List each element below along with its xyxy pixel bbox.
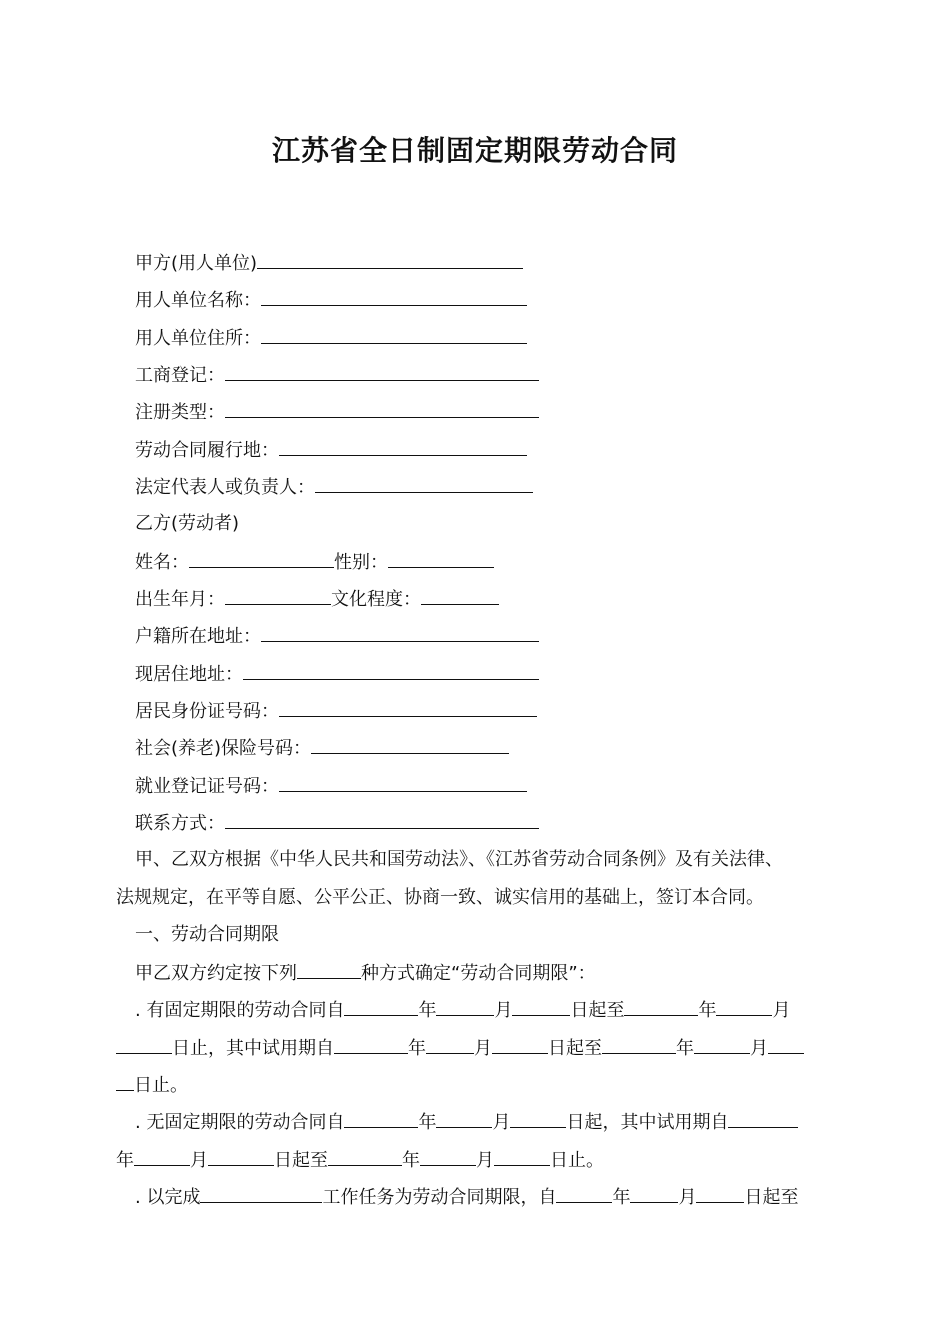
blank: [134, 1147, 190, 1166]
representative-line: [135, 474, 533, 501]
id-label: 居民身份证号码：: [135, 701, 279, 722]
blank: [512, 997, 570, 1016]
worker-name-label: 姓名：: [135, 552, 189, 573]
insurance-blank: [311, 735, 509, 754]
blank: [116, 1035, 172, 1054]
task-blank: [200, 1184, 322, 1203]
household-line: [135, 623, 539, 650]
month-label: 月: [750, 1038, 768, 1059]
employer-name-label: 用人单位名称：: [135, 290, 261, 311]
employer-name-blank: [261, 287, 527, 306]
month-label: 月: [190, 1150, 208, 1171]
blank: [556, 1184, 612, 1203]
gender-label: 性别：: [334, 552, 388, 573]
open-term-line-2: [116, 1147, 604, 1174]
reg-type-line: [135, 399, 539, 426]
residence-blank: [243, 661, 539, 680]
fixed-term-line-1: [135, 997, 790, 1024]
employment-reg-blank: [279, 773, 527, 792]
blank: [716, 997, 772, 1016]
end-label: 日止。: [134, 1075, 188, 1096]
term-intro-line: [135, 960, 596, 987]
insurance-label: 社会(养老)保险号码：: [135, 738, 312, 759]
day-from-label: 日起至: [570, 1000, 625, 1021]
gender-blank: [388, 549, 494, 568]
month-label: 月: [772, 1000, 791, 1021]
blank: [344, 997, 418, 1016]
task-term-line: [135, 1184, 798, 1211]
employment-reg-label: 就业登记证号码：: [135, 776, 279, 797]
blank: [420, 1147, 476, 1166]
preamble-line-1: 甲、乙双方根据《中华人民共和国劳动法》、《江苏省劳动合同条例》及有关法律、: [135, 849, 783, 870]
residence-line: [135, 661, 539, 688]
term-intro-b: 种方式确定“劳动合同期限”：: [361, 963, 596, 984]
workplace-label: 劳动合同履行地：: [135, 440, 279, 461]
day-from-label: 日起至: [548, 1038, 602, 1059]
day-from-label: 日起至: [744, 1187, 799, 1208]
employer-name-line: [135, 287, 527, 314]
year-label: 年: [698, 1000, 717, 1021]
preamble-line-2: 法规规定，在平等自愿、公平公正、协商一致、诚实信用的基础上，签订本合同。: [116, 887, 764, 908]
party-a-heading: 甲方(用人单位): [135, 253, 258, 274]
insurance-line: [135, 735, 509, 762]
contact-line: [135, 810, 539, 837]
blank: [630, 1184, 678, 1203]
employer-address-line: [135, 325, 527, 352]
task-term-text: 工作任务为劳动合同期限，自: [322, 1187, 557, 1208]
fixed-term-label: . 有固定期限的劳动合同自: [135, 1000, 345, 1021]
day-from-label: 日起至: [274, 1150, 328, 1171]
term-choice-blank: [297, 960, 361, 979]
contact-blank: [225, 810, 539, 829]
document-title: 江苏省全日制固定期限劳动合同: [271, 134, 678, 167]
section-1-heading: 一、劳动合同期限: [135, 924, 279, 945]
party-b-heading: 乙方(劳动者): [135, 513, 240, 534]
blank: [510, 1109, 566, 1128]
birth-education-line: [135, 586, 499, 613]
fixed-term-line-2: [116, 1035, 804, 1062]
blank: [334, 1035, 408, 1054]
end-label: 日止。: [550, 1150, 604, 1171]
blank: [426, 1035, 474, 1054]
blank: [116, 1072, 134, 1091]
party-a-blank: [257, 250, 523, 269]
party-a-heading-line: [135, 250, 523, 277]
blank: [436, 1109, 492, 1128]
registration-blank: [225, 362, 539, 381]
open-term-line-1: [135, 1109, 798, 1136]
household-label: 户籍所在地址：: [135, 626, 261, 647]
education-label: 文化程度：: [331, 589, 421, 610]
blank: [328, 1147, 402, 1166]
blank: [344, 1109, 418, 1128]
id-blank: [279, 698, 537, 717]
fixed-term-line-3: [116, 1072, 188, 1099]
blank: [436, 997, 494, 1016]
blank: [492, 1035, 548, 1054]
blank: [602, 1035, 676, 1054]
reg-type-label: 注册类型：: [135, 402, 225, 423]
employer-address-label: 用人单位住所：: [135, 328, 261, 349]
probation-label: 日起，其中试用期自: [566, 1112, 729, 1133]
month-label: 月: [492, 1112, 511, 1133]
year-label: 年: [612, 1187, 631, 1208]
registration-label: 工商登记：: [135, 365, 225, 386]
employer-address-blank: [261, 325, 527, 344]
blank: [624, 997, 698, 1016]
blank: [694, 1035, 750, 1054]
workplace-line: [135, 437, 527, 464]
blank: [494, 1147, 550, 1166]
name-gender-line: [135, 549, 494, 576]
worker-name-blank: [189, 549, 334, 568]
month-label: 月: [476, 1150, 494, 1171]
education-blank: [421, 586, 499, 605]
blank: [208, 1147, 274, 1166]
probation-label: 日止，其中试用期自: [172, 1038, 334, 1059]
reg-type-blank: [225, 399, 539, 418]
year-label: 年: [116, 1150, 134, 1171]
id-line: [135, 698, 537, 725]
open-term-label: . 无固定期限的劳动合同自: [135, 1112, 345, 1133]
term-intro-a: 甲乙双方约定按下列: [135, 963, 297, 984]
month-label: 月: [494, 1000, 513, 1021]
year-label: 年: [676, 1038, 694, 1059]
blank: [696, 1184, 744, 1203]
birth-blank: [225, 586, 331, 605]
month-label: 月: [678, 1187, 697, 1208]
contact-label: 联系方式：: [135, 813, 225, 834]
year-label: 年: [418, 1000, 437, 1021]
blank: [728, 1109, 798, 1128]
birth-label: 出生年月：: [135, 589, 225, 610]
task-term-label: . 以完成: [135, 1187, 201, 1208]
year-label: 年: [418, 1112, 437, 1133]
blank: [768, 1035, 804, 1054]
employment-reg-line: [135, 773, 527, 800]
residence-label: 现居住地址：: [135, 664, 243, 685]
year-label: 年: [402, 1150, 420, 1171]
workplace-blank: [279, 437, 527, 456]
month-label: 月: [474, 1038, 492, 1059]
registration-line: [135, 362, 539, 389]
representative-blank: [315, 474, 533, 493]
year-label: 年: [408, 1038, 426, 1059]
representative-label: 法定代表人或负责人：: [135, 477, 315, 498]
household-blank: [261, 623, 539, 642]
